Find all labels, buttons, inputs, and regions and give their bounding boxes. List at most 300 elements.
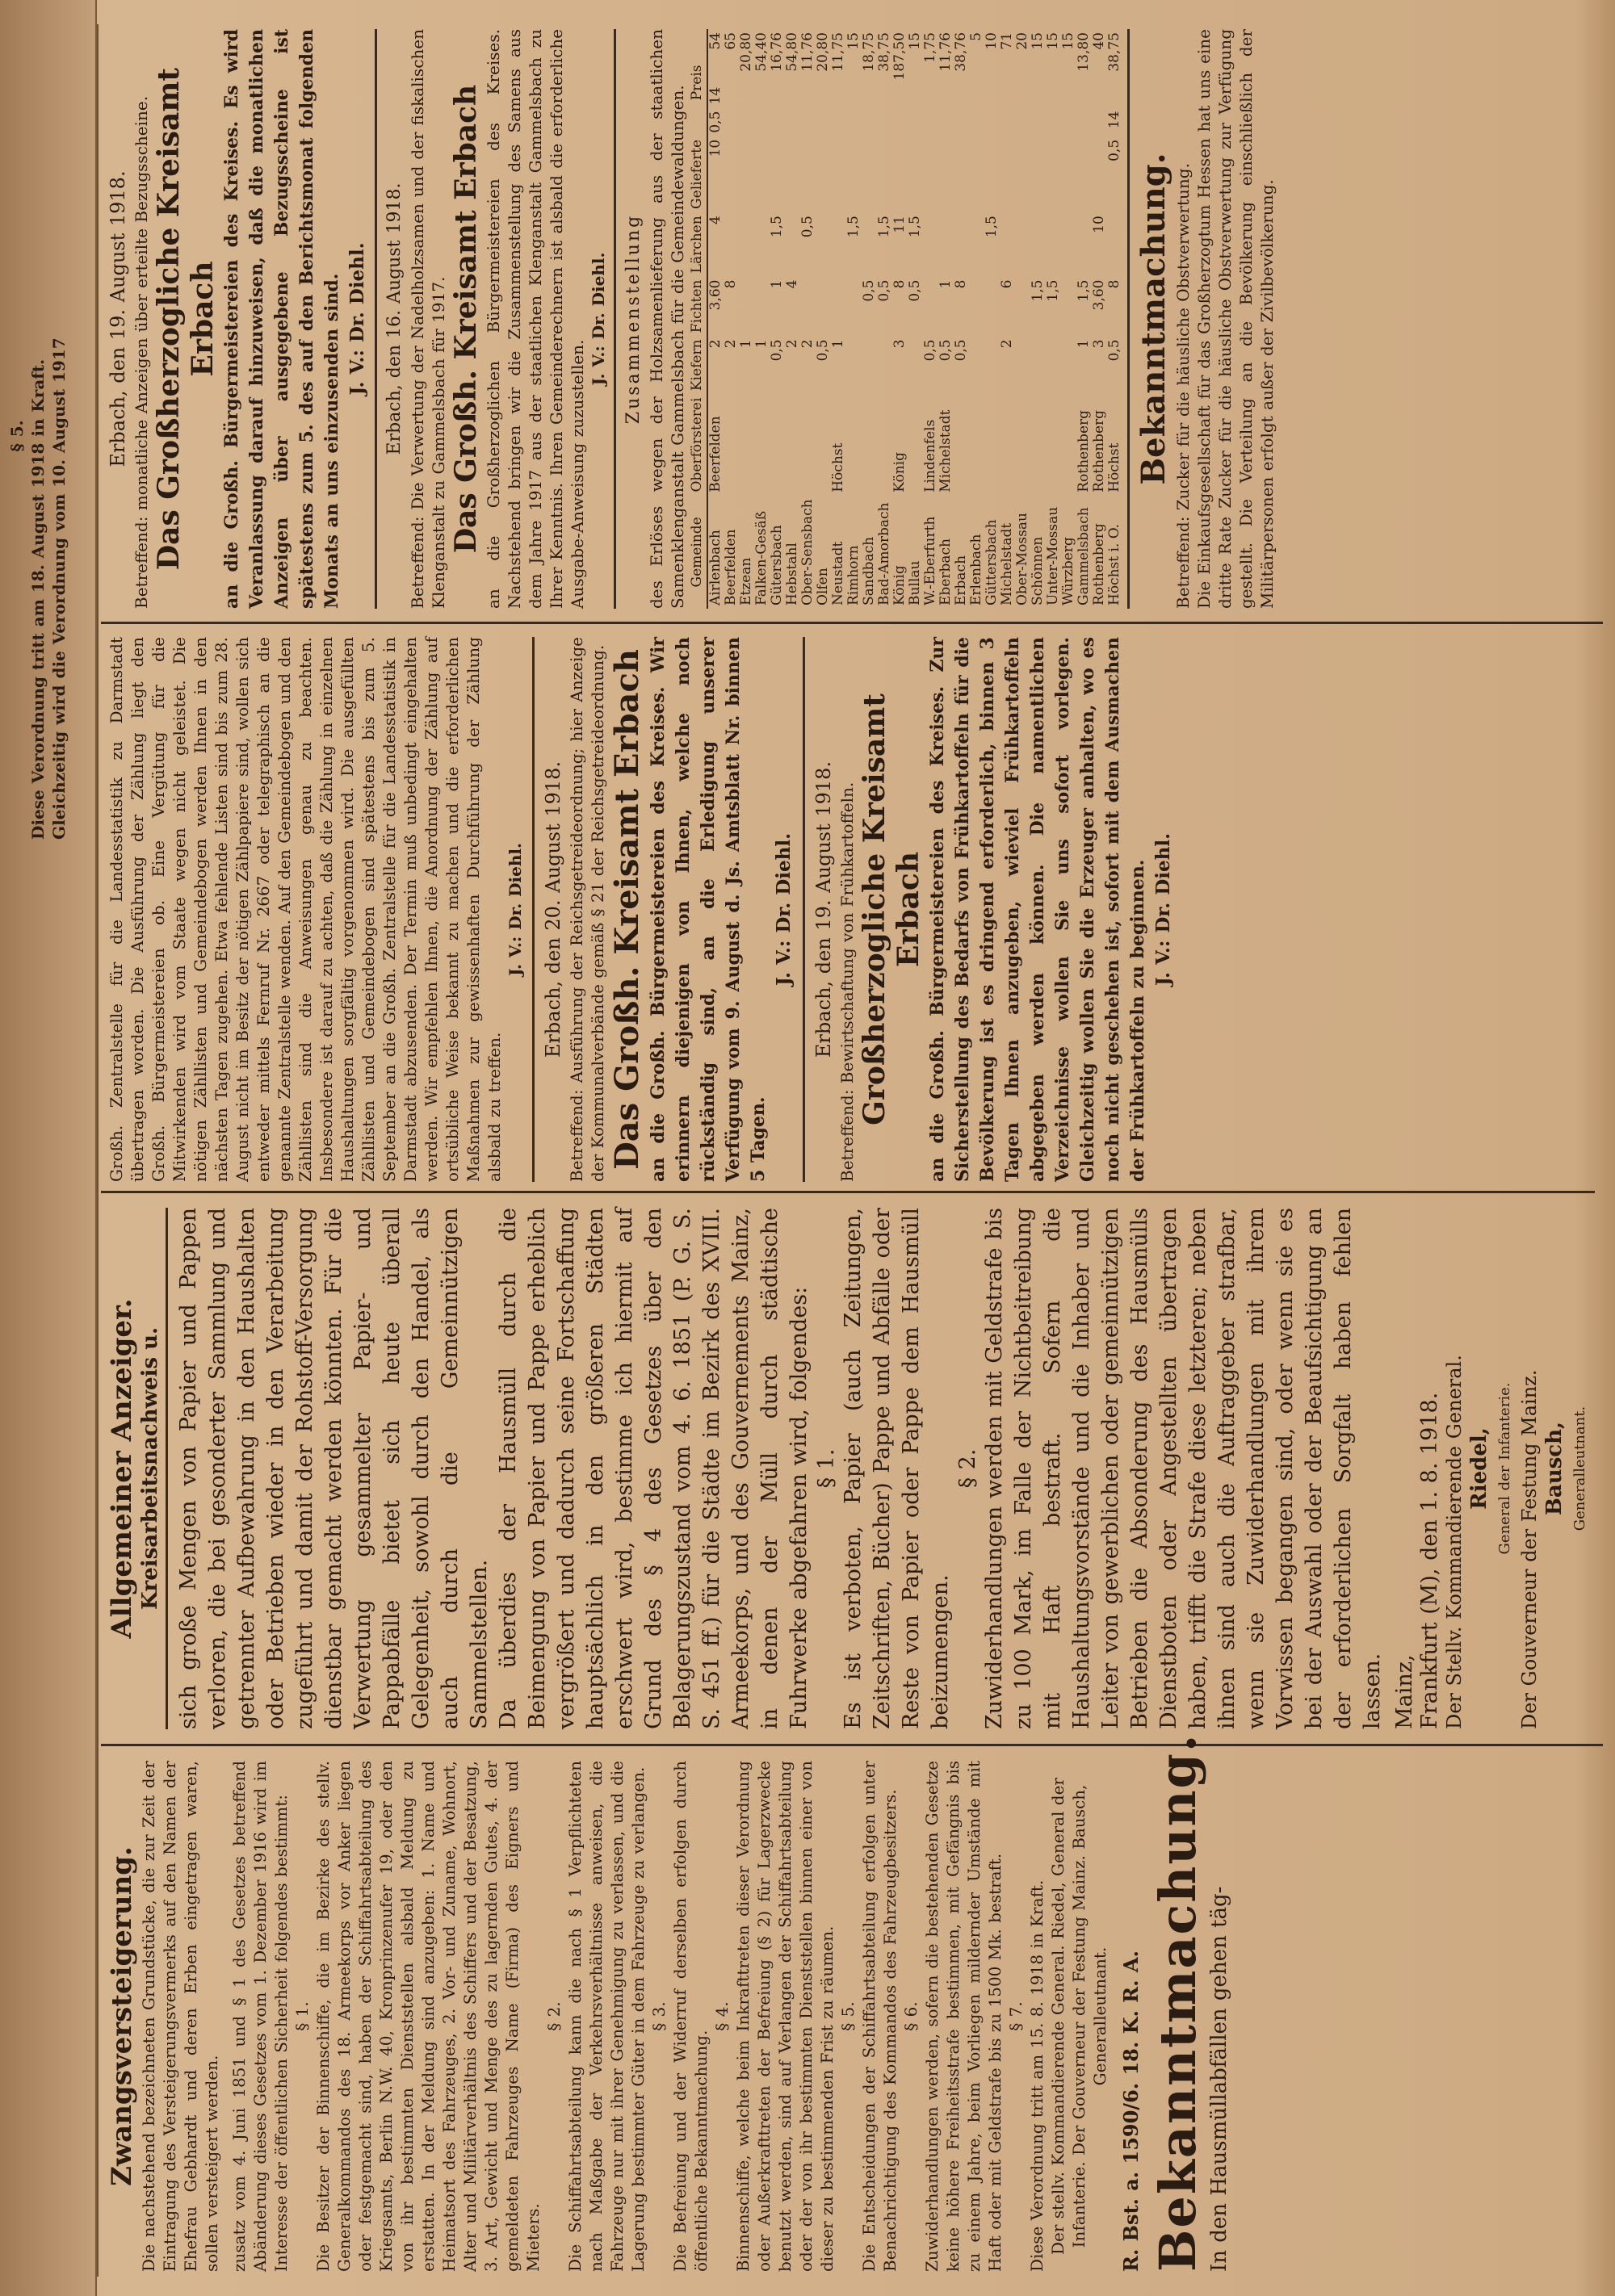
table-cell [862,136,877,212]
seed-table-header [688,29,707,609]
table-cell: Höchst [830,442,846,492]
table-cell: Rimhorn [845,545,862,605]
table-cell: 11 [891,216,908,233]
table-cell: König [891,565,908,605]
table-cell [846,84,862,108]
schiff-s6: § 6. [901,2001,921,2031]
table-cell [954,136,969,212]
table-cell: 0,5 [799,216,816,238]
table-cell: 3,60 [1091,279,1107,311]
table-cell: 15 [1045,32,1061,50]
table-cell [1061,212,1076,276]
table-cell: 0,5 [861,279,877,302]
table-cell [1000,108,1015,136]
table-cell: 0,5 [922,339,938,362]
table-cell: Gammelsbach [1076,507,1092,605]
table-cell [1046,394,1061,495]
table-cell [938,84,954,108]
table-cell [908,394,923,495]
table-cell: 1 [753,339,770,349]
table-cell: 5 [968,32,984,41]
col-geliefert: Gelieferte [688,136,707,212]
table-cell [1030,108,1046,136]
papier-sig1-name: Riedel, [1467,1427,1491,1510]
table-cell: Neustadt [830,541,846,605]
table-cell: 54,80 [784,32,800,72]
erb1-betr: Betreffend: Ausführung der Reichsgetreideordnung; hier Anzeige der Kommunalverbände gemäß § 21 der Reichsgetreideordnung. [567,637,607,1182]
papier-s1: § 1. [814,1448,839,1489]
table-cell [938,212,954,276]
table-cell: 0,5 [907,279,923,302]
rule-b2 [614,29,616,609]
table-cell [892,84,908,108]
erb1-date: Erbach, den 20. August 1918. [542,760,564,1058]
table-cell [816,136,831,212]
table-cell [1046,212,1061,276]
papier-s2-text: Zuwiderhandlungen werden mit Geldstrafe bis zu 100 Mark, im Falle der Nichtbeitreibung mit Haft bestraft. Sofern die Haushaltungsvorstände und die Inhaber und Leiter von gewerblichen oder gemeinnützigen Betrieben die Absonderung des Hausmülls Dienstboten oder Angestellten übertragen haben, trifft die Strafe diese letzteren; neben ihnen sind auch die Auftraggeber strafbar, wenn sie Zuwiderhandlungen mit ihrem Vorwissen begangen sind, oder wenn sie es bei der Auswahl oder der Beaufsichtigung an der erforderlichen Sorgfalt haben fehlen lassen. [982,1208,1385,1729]
table-cell: Bad-Amorbach [876,502,892,605]
table-cell: 1 [738,339,754,349]
schiff-p3: Die Schiffahrtsabteilung kann die nach § 1 Verpflichteten nach Maßgabe der Verkehrsverhältnisse anweisen, die Fahrzeuge nur mit ihrer Genehmigung zu verlassen, und die Lagerung bestimmter Güter in dem Fahrzeuge zu verlangen. [565,1761,648,2272]
table-cell [954,394,969,495]
table-cell: Beerfelden [707,416,724,492]
bek2-head: Bekanntmachung. [1135,153,1172,485]
table-cell [739,277,754,337]
table-cell: 1,5 [876,216,892,238]
margin-line-2: Gleichzeitig wird die Verordnung vom 10. August 1917 [49,337,69,840]
table-cell [785,136,800,212]
table-cell [754,394,770,495]
table-cell [785,108,800,136]
col-preis: Preis [688,29,707,136]
schiff-s7: § 7. [1006,2001,1026,2031]
table-cell [770,84,785,108]
table-cell: Erbach [953,555,969,605]
table-cell [969,84,984,108]
table-cell: 0,5 [938,339,954,362]
table-cell: 20 [1014,32,1030,50]
table-cell [1061,336,1076,394]
table-cell: 54 [707,32,724,50]
papier-p1: sich große Mengen von Papier und Pappen verloren, die bei gesonderter Sammlung und getrennter Aufbewahrung in den Haushalten oder Betrieben wieder in den Verarbeitung zugeführt und damit der Rohstoff-Versorgung dienstbar gemacht werden könnten. Für die Verwertung gesammelter Papier- und Pappabfälle bietet sich heute überall Gelegenheit, sowohl durch den Handel, als auch durch die Gemeinnützigen Sammelstellen. [176,1208,492,1729]
strip-kreisamt-a [101,622,1603,1187]
table-cell: 2 [723,339,739,349]
table-cell: 1,5 [1045,279,1061,302]
table-cell: 18,75 [861,32,877,72]
table-cell: 4 [784,279,800,289]
table-cell [969,394,984,495]
table-cell [984,394,1000,495]
table-cell [816,394,831,495]
table-cell: 65 [723,32,739,50]
table-cell [846,277,862,337]
table-cell [846,136,862,212]
table-cell [954,212,969,276]
schiff-p4: Die Befreiung und der Widerruf derselben erfolgen durch öffentliche Bekanntmachung. [670,1761,711,2272]
bek-sub: In den Hausmüllabfällen gehen täg- [1207,1886,1231,2272]
table-cell [754,84,770,108]
schiff-s1: § 1. [292,2001,312,2031]
table-cell [862,336,877,394]
table-cell [984,108,1000,136]
col-gemeinde: Gemeinde [688,496,707,609]
table-row [1076,29,1092,609]
table-cell: 11,76 [938,32,954,72]
table-cell [816,212,831,276]
table-cell [846,394,862,495]
table-cell: 15 [907,32,923,50]
table-cell [862,394,877,495]
seed-table [688,29,1122,609]
table-cell [800,277,816,337]
table-cell: 40 [1091,32,1107,50]
table-cell [1107,84,1122,108]
table-cell [846,336,862,394]
table-cell [892,136,908,212]
table-cell: 1 [938,279,954,289]
table-cell: 0,5 [1106,139,1122,161]
table-row [862,29,877,609]
papier-place: Mainz, [1392,1654,1417,1729]
table-row [938,29,954,609]
table-cell: Güttersbach [984,519,1000,605]
table-cell [816,277,831,337]
table-cell: Hebstahl [784,543,800,605]
strip-kreisamt-b [101,24,1603,622]
gutter-rule [97,24,99,2277]
table-cell [1046,108,1061,136]
table-cell: 187,50 [891,32,908,81]
table-cell [954,108,969,136]
table-cell [739,84,754,108]
papier-sig2-rank: Generalleutnant. [1571,1406,1588,1531]
table-cell: 1,75 [922,32,938,63]
table-cell: 4 [707,216,724,224]
table-cell [984,136,1000,212]
table-cell [1092,84,1107,108]
table-cell [739,394,754,495]
table-cell [1030,212,1046,276]
table-cell: 10 [707,139,724,157]
table-cell: König [891,452,908,492]
table-cell [831,136,846,212]
table-cell: 1 [769,279,785,289]
table-row [770,29,785,609]
table-cell [1000,394,1015,495]
table-cell: 1,5 [907,216,923,238]
table-cell [724,84,739,108]
table-row [785,29,800,609]
table-cell [877,84,892,108]
table-cell [954,84,969,108]
strip-schiffahrt [101,1732,1603,2277]
table-cell [831,108,846,136]
rule-b1 [375,29,377,609]
table-cell [1046,136,1061,212]
table-cell: Rothenberg [1091,523,1107,605]
table-cell [739,212,754,276]
table-cell [969,136,984,212]
zus-title: Zusammenstellung [623,213,644,425]
table-cell: 2 [784,339,800,349]
table-cell [800,136,816,212]
table-cell: Rothenberg [1091,409,1107,492]
table-row [754,29,770,609]
table-cell: Airlenbach [707,530,724,605]
table-cell [724,136,739,212]
table-cell [877,136,892,212]
margin-line-1: Diese Verordnung tritt am 18. August 1918 in Kraft. [28,358,48,840]
table-cell [1000,212,1015,276]
schiff-s3: § 3. [649,2001,669,2031]
table-cell [908,108,923,136]
table-cell [1061,84,1076,108]
erb2-head: Großherzogliche Kreisamt Erbach [858,693,925,1125]
schiff-p7: Zuwiderhandlungen werden, sofern die bestehenden Gesetze keine höhere Freiheitsstrafe bestimmen, mit Gefängnis bis zu einem Jahre, beim Vorliegen mildernder Umstände mit Haft oder mit Geldstrafe bis zu 1500 Mk. bestraft. [922,1761,1005,2272]
table-cell [754,277,770,337]
table-cell: Olfen [815,568,831,605]
table-row [1092,29,1107,609]
table-cell [846,108,862,136]
table-cell [1061,394,1076,495]
table-cell [892,108,908,136]
erb4-head: Das Großh. Kreisamt Erbach [449,84,483,554]
table-row [892,29,908,609]
table-cell [862,212,877,276]
zwang-title: Zwangsversteigerung. [106,1846,138,2186]
col-laerchen: Lärchen [688,212,707,276]
rule-a1 [532,637,535,1182]
table-cell [1015,108,1030,136]
table-cell [862,108,877,136]
table-cell: 38,76 [953,32,969,72]
bek2-betr: Betreffend: Zucker für die häusliche Obstverwertung. [1173,163,1193,609]
table-cell [816,108,831,136]
table-cell: 2 [799,339,816,349]
papier-sig2-name: Bausch, [1542,1421,1567,1516]
table-cell: 38,75 [1106,32,1122,72]
table-cell [1000,84,1015,108]
table-cell [908,336,923,394]
table-row [969,29,984,609]
table-cell: 3,60 [707,279,724,311]
table-cell [800,84,816,108]
table-row [923,29,938,609]
table-cell [923,277,938,337]
table-cell [877,108,892,136]
papier-sig1-role: Der Stellv. Kommandierende General. [1443,1355,1466,1729]
papier-s1-text: Es ist verboten, Papier (auch Zeitungen, Zeitschriften, Bücher) Pappe und Abfälle oder Reste von Papier oder Pappe dem Hausmüll beizumengen. [841,1208,953,1729]
table-cell: 0,5 [815,339,831,362]
table-cell: 1,5 [984,216,1000,238]
seed-table-body [707,29,1122,609]
schiff-s4: § 4. [712,2001,732,2031]
table-cell [969,277,984,337]
table-cell [1107,212,1122,276]
table-cell [1046,84,1061,108]
table-cell: 8 [891,279,908,289]
column-right [101,24,1603,1187]
papier-sig1-rank: General der Infanterie. [1496,1382,1513,1555]
table-cell [969,336,984,394]
rule-a2 [803,637,805,1182]
table-cell [754,212,770,276]
table-cell: 1,5 [1076,279,1092,302]
table-cell: Rothenberg [1076,409,1092,492]
table-cell: 0,5 [769,339,785,362]
table-cell [923,108,938,136]
schiff-p8: Diese Verordnung tritt am 15. 8. 1918 in Kraft. [1027,1879,1047,2272]
papier-p2: Da überdies der Hausmüll durch die Beimengung von Papier und Pappe erheblich vergrößert und dadurch seine Fortschaffung hauptsächlich in den größeren Städten erschwert wird, bestimme ich hiermit auf Grund des § 4 des Gesetzes über den Belagerungszustand vom 4. 6. 1851 (P. G. S. S. 451 ff.) für die Städte im Bezirk des XVIII. Armeekorps, und des Gouvernements Mainz, in denen der Müll durch städtische Fuhrwerke abgefahren wird, folgendes: [496,1208,812,1729]
erb3-betr: Betreffend: monatliche Anzeigen über erteilte Bezugsscheine. [132,95,151,609]
margin-strip [6,32,87,840]
table-cell: Michelstadt [938,409,954,492]
table-cell [739,108,754,136]
column-left [101,1203,1603,2277]
table-row [1030,29,1046,609]
table-cell: Lindenfels [922,419,938,492]
table-cell [923,84,938,108]
table-row [1015,29,1030,609]
table-cell [969,212,984,276]
table-cell [785,212,800,276]
erb3-head: Das Großherzogliche Kreisamt Erbach [152,67,220,571]
table-cell [724,108,739,136]
table-cell [923,136,938,212]
schiff-s5: § 5. [838,2001,858,2031]
col-oberfoersterei: Oberförsterei [688,394,707,495]
table-cell [800,108,816,136]
anzeiger-title: Allgemeiner Anzeiger. [106,1298,138,1639]
table-cell [1015,84,1030,108]
table-cell [770,136,785,212]
erb3-sig: J. V.: Dr. Diehl. [346,242,368,396]
erb1-head: Das Großh. Kreisamt Erbach [608,649,646,1170]
table-cell: Unter-Mossau [1045,506,1061,605]
table-cell [770,108,785,136]
table-cell: Michelstadt [999,522,1015,605]
bek-ref: R. Bst. a. 1590/6. 18. K. R. A. [1119,1950,1143,2272]
table-row [724,29,739,609]
table-cell: 0,5 [876,279,892,302]
margin-section: § 5. [7,420,27,452]
table-cell: 6 [999,279,1015,289]
table-cell: 13,80 [1076,32,1092,72]
zus-text: des Erlöses wegen der Holzsamenlieferung aus der staatlichen Samenklenganstalt Gammelsbach für die Gemeindewaldungen. [647,29,687,609]
table-cell [1076,84,1092,108]
strip-papier [101,1203,1603,1744]
table-cell [1030,394,1046,495]
table-cell [785,394,800,495]
papier-sig2-role: Der Gouverneur der Festung Mainz. [1518,1369,1541,1729]
table-cell [938,108,954,136]
erb2-betr: Betreffend: Bewirtschaftung von Frühkartoffeln. [837,781,857,1182]
table-cell [770,394,785,495]
table-row [1107,29,1122,609]
table-cell [984,336,1000,394]
papier-date: Frankfurt (M), den 1. 8. 1918. [1417,1392,1442,1729]
table-cell: 1,5 [769,216,785,238]
table-row [877,29,892,609]
table-cell: 1 [1076,339,1092,349]
schiff-p6: Die Entscheidungen der Schiffahrtsabteilung erfolgen unter Benachrichtigung des Kommandos des Fahrzeugbesitzers. [859,1761,900,2272]
table-cell [1061,108,1076,136]
table-cell: 2 [707,339,724,349]
schiff-intro: zusatz vom 4. Juni 1851 und § 1 des Gesetzes betreffend Abänderung dieses Gesetzes vom 1. Dezember 1916 wird im Interesse der öffentlichen Sicherheit folgendes bestimmt: [229,1761,291,2272]
anzeiger-sub: Kreisarbeitsnachweis u. [138,1208,168,1729]
zwang-text: Die nachstehend bezeichneten Grundstücke, die zur Zeit der Eintragung des Versteigerungsvermerks auf den Namen der Ehefrau Gebhardt und deren Erben eingetragen waren, sollen versteigert werden. [139,1761,221,2272]
table-cell [923,212,938,276]
table-cell: Beerfelden [723,529,739,605]
table-cell: 0,5 [707,111,724,133]
table-row [800,29,816,609]
table-cell [1015,212,1030,276]
table-row [831,29,846,609]
table-cell: Würzberg [1060,537,1076,605]
table-cell [1092,108,1107,136]
table-cell [724,212,739,276]
table-cell: 2 [999,339,1015,349]
schiff-signature: Der stellv. Kommandierende General. Riedel, General der Infanterie. Der Gouverneur der Festung Mainz. Bausch, Generalleutnant. [1048,1778,1110,2255]
table-cell [1030,84,1046,108]
table-cell [938,136,954,212]
table-cell: W.-Eberfurth [922,516,938,605]
table-cell: 20,80 [738,32,754,72]
table-cell: 10 [1091,216,1107,233]
table-cell [1000,136,1015,212]
table-cell [1015,394,1030,495]
table-cell: 1,5 [1030,279,1046,302]
table-cell: 8 [953,279,969,289]
table-cell: 0,5 [953,339,969,362]
table-cell [1015,336,1030,394]
table-cell [724,394,739,495]
table-cell [1015,136,1030,212]
table-row [846,29,862,609]
schiff-p5: Binnenschiffe, welche beim Inkrafttreten dieser Verordnung oder Außerkrafttreten der Befreiung (§ 2) für Lagerzwecke benutzt werden, sind auf Verlangen der Schiffahrtsabteilung oder der von ihr bestimmten Dienststellen binnen einer von dieser zu bestimmenden Frist zu räumen. [733,1761,837,2272]
table-cell: 8 [723,279,739,289]
table-cell: 16,76 [769,32,785,72]
erb1-sig: J. V.: Dr. Diehl. [773,832,795,987]
table-cell: Höchst i. O. [1106,523,1122,605]
erb1-body: an die Großh. Bürgermeistereien des Kreises. Wir erinnern diejenigen von Ihnen, welche noch rückständig sind, an die Erledigung unserer Verfügung vom 9. August d. Js. Amtsblatt Nr. binnen 5 Tagen. [648,637,769,1182]
table-cell: 11,76 [799,32,816,72]
table-cell: 8 [1106,279,1122,289]
table-cell [984,84,1000,108]
table-cell: 0,5 [1106,339,1122,362]
table-cell: Ober-Mossau [1014,513,1030,605]
table-cell [969,108,984,136]
table-row [739,29,754,609]
table-cell: 20,80 [815,32,831,72]
table-cell [908,136,923,212]
col-fichten: Fichten [688,277,707,337]
table-cell [1092,136,1107,212]
table-cell: Gütersbach [769,525,785,605]
table-cell [1061,277,1076,337]
table-row [1061,29,1076,609]
schiff-p2: Die Besitzer der Binnenschiffe, die im Bezirke des stellv. Generalkommandos des 18. Armeekorps vor Anker liegen oder festgemacht sind, haben der Schiffahrtsabteilung des Kriegsamts, Berlin N.W. 40, Kronprinzenufer 19, oder den von ihr bestimmten Dienststellen alsbald Meldung zu erstatten. In der Meldung sind anzugeben: 1. Name und Heimatsort des Fahrzeuges, 2. Vor- und Zuname, Wohnort, Alter und Militärverhältnis des Schiffers und der Besatzung, 3. Art, Gewicht und Menge des zu lagernden Gutes, 4. der gemeldeten Fahrzeuges Name (Firma) des Eigners und Mieters. [313,1761,543,2272]
table-cell: 54,40 [753,32,770,72]
table-cell: 10 [984,32,1000,50]
table-cell [1030,136,1046,212]
table-cell: 38,75 [876,32,892,72]
schiff-s2: § 2. [544,2001,564,2031]
table-row [908,29,923,609]
table-cell [862,84,877,108]
table-cell [908,84,923,108]
bek2-text: Die Einkaufsgesellschaft für das Großherzogtum Hessen hat uns eine dritte Rate Zucker für die häusliche Obstverwertung zur Verfügung gestellt. Die Verteilung an die Bevölkerung einschließlich der Militärpersonen erfolgt außer der Zivilbevölkerung. [1194,29,1277,609]
